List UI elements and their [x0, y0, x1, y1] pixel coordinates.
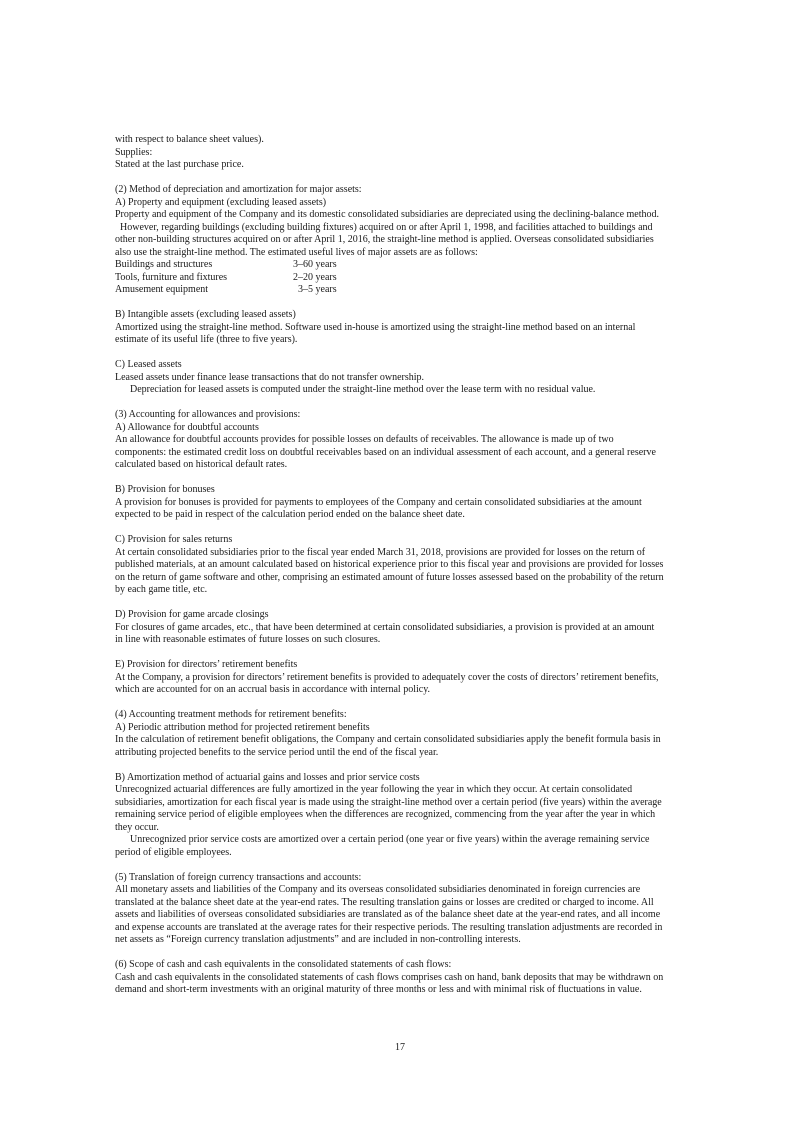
text-line: Unrecognized actuarial differences are fully amortized in the year following the year in which they occur. At certain consolidated: [115, 784, 633, 795]
subsection-title: A) Periodic attribution method for projected retirement benefits: [115, 721, 370, 733]
text-line: net assets as “Foreign currency translation adjustments” and are included in non-controlling interests.: [115, 934, 521, 945]
subsection-title: C) Provision for sales returns: [115, 534, 233, 545]
text-line: other non-building structures acquired on or after April 1, 2016, the straight-line method is applied. Overseas consolidated subsidiaries: [115, 234, 654, 245]
text-line: At certain consolidated subsidiaries prior to the fiscal year ended March 31, 2018, provisions are provided for losses on the return of: [115, 546, 646, 558]
useful-life-row: [115, 284, 705, 297]
text-line: attributing projected benefits to the service period until the end of the fiscal year.: [115, 746, 439, 758]
subsection-title: C) Leased assets: [115, 359, 182, 370]
text-line: estimate of its useful life (three to five years).: [115, 334, 298, 345]
subsection-title: D) Provision for game arcade closings: [115, 609, 269, 620]
asset-name: Tools, furniture and fixtures: [115, 271, 228, 283]
text-line: published materials, at an amount calculated based on historical experience prior to this fiscal year and provisions are provided for losses: [115, 559, 664, 570]
text-line: However, regarding buildings (excluding building fixtures) acquired on or after April 1, 1998, and facilities attached to buildings and: [120, 221, 653, 233]
section-heading: (3) Accounting for allowances and provisions:: [115, 409, 301, 420]
text-line: Supplies:: [115, 146, 153, 158]
text-line: An allowance for doubtful accounts provides for possible losses on defaults of receivables. The allowance is made up of two: [115, 434, 614, 445]
text-line: remaining service period of eligible employees when the differences are recognized, commencing from the year after the year in which: [115, 809, 656, 820]
document-body: [115, 134, 705, 997]
asset-years: 3–60 years: [293, 259, 337, 270]
text-line: Depreciation for leased assets is computed under the straight-line method over the lease term with no residual value.: [130, 384, 596, 395]
text-line: with respect to balance sheet values).: [115, 134, 264, 145]
text-line: subsidiaries, amortization for each fiscal year is made using the straight-line method over a certain period (five years) within the average: [115, 796, 662, 808]
text-line: by each game title, etc.: [115, 584, 208, 595]
section-heading: (4) Accounting treatment methods for retirement benefits:: [115, 709, 347, 720]
text-line: For closures of game arcades, etc., that have been determined at certain consolidated subsidiaries, a provision is provided at an amount: [115, 621, 655, 633]
asset-name: Amusement equipment: [115, 284, 209, 295]
asset-years: 2–20 years: [293, 271, 337, 283]
text-line: expected to be paid in respect of the calculation period ended on the balance sheet date.: [115, 509, 465, 520]
section-heading: (2) Method of depreciation and amortization for major assets:: [115, 184, 362, 195]
text-line: demand and short-term investments with an original maturity of three months or less and with minimal risk of fluctuations in value.: [115, 984, 642, 995]
text-line: Unrecognized prior service costs are amortized over a certain period (one year or five years) within the average remaining service: [130, 834, 650, 845]
text-line: in line with reasonable estimates of future losses on such closures.: [115, 634, 381, 645]
useful-life-row: [115, 259, 705, 272]
text-line: they occur.: [115, 821, 159, 833]
subsection-title: B) Provision for bonuses: [115, 484, 215, 495]
subsection-title: A) Allowance for doubtful accounts: [115, 421, 259, 433]
text-line: Property and equipment of the Company and its domestic consolidated subsidiaries are depreciated using the declining-balance method.: [115, 209, 660, 220]
subsection-title: E) Provision for directors’ retirement benefits: [115, 659, 298, 670]
text-line: Leased assets under finance lease transactions that do not transfer ownership.: [115, 371, 425, 383]
text-line: calculated based on historical default rates.: [115, 459, 288, 470]
useful-life-row: [115, 272, 705, 285]
text-line: assets and liabilities of overseas consolidated subsidiaries are translated as of the balance sheet date at the year-end rates, and all income: [115, 909, 661, 920]
text-line: In the calculation of retirement benefit obligations, the Company and certain consolidated subsidiaries apply the benefit formula basis in: [115, 734, 661, 745]
text-line: which are accounted for on an accrual basis in accordance with internal policy.: [115, 684, 431, 695]
text-line: period of eligible employees.: [115, 846, 232, 858]
subsection-title: A) Property and equipment (excluding leased assets): [115, 196, 327, 208]
text-line: Stated at the last purchase price.: [115, 159, 244, 170]
text-line: on the return of game software and other, comprising an estimated amount of future losses assessed based on the probability of the return: [115, 571, 664, 583]
asset-years: 3–5 years: [293, 284, 337, 295]
text-line: Cash and cash equivalents in the consolidated statements of cash flows comprises cash on hand, bank deposits that may be withdrawn on: [115, 971, 664, 983]
text-line: Amortized using the straight-line method. Software used in-house is amortized using the straight-line method based on an internal: [115, 321, 636, 333]
section-heading: (6) Scope of cash and cash equivalents in the consolidated statements of cash flows:: [115, 959, 452, 970]
asset-name: Buildings and structures: [115, 259, 213, 270]
section-heading: (5) Translation of foreign currency transactions and accounts:: [115, 871, 362, 883]
subsection-title: B) Intangible assets (excluding leased assets): [115, 309, 296, 320]
text-line: All monetary assets and liabilities of the Company and its overseas consolidated subsidiaries denominated in foreign currencies are: [115, 884, 641, 895]
text-line: also use the straight-line method. The estimated useful lives of major assets are as follows:: [115, 246, 478, 258]
page-number: 17: [395, 1042, 405, 1053]
text-line: At the Company, a provision for directors’ retirement benefits is provided to adequately cover the costs of directors’ retirement benefits,: [115, 671, 659, 683]
text-line: and expense accounts are translated at the average rates for their respective periods. The resulting translation adjustments are recorded in: [115, 921, 663, 933]
text-line: components: the estimated credit loss on doubtful receivables based on an individual assessment of each account, and a general reserve: [115, 446, 656, 458]
subsection-title: B) Amortization method of actuarial gains and losses and prior service costs: [115, 771, 420, 783]
text-line: translated at the balance sheet date at the year-end rates. The resulting translation gains or losses are credited or charged to income. All: [115, 896, 654, 908]
text-line: A provision for bonuses is provided for payments to employees of the Company and certain consolidated subsidiaries at the amount: [115, 496, 642, 508]
